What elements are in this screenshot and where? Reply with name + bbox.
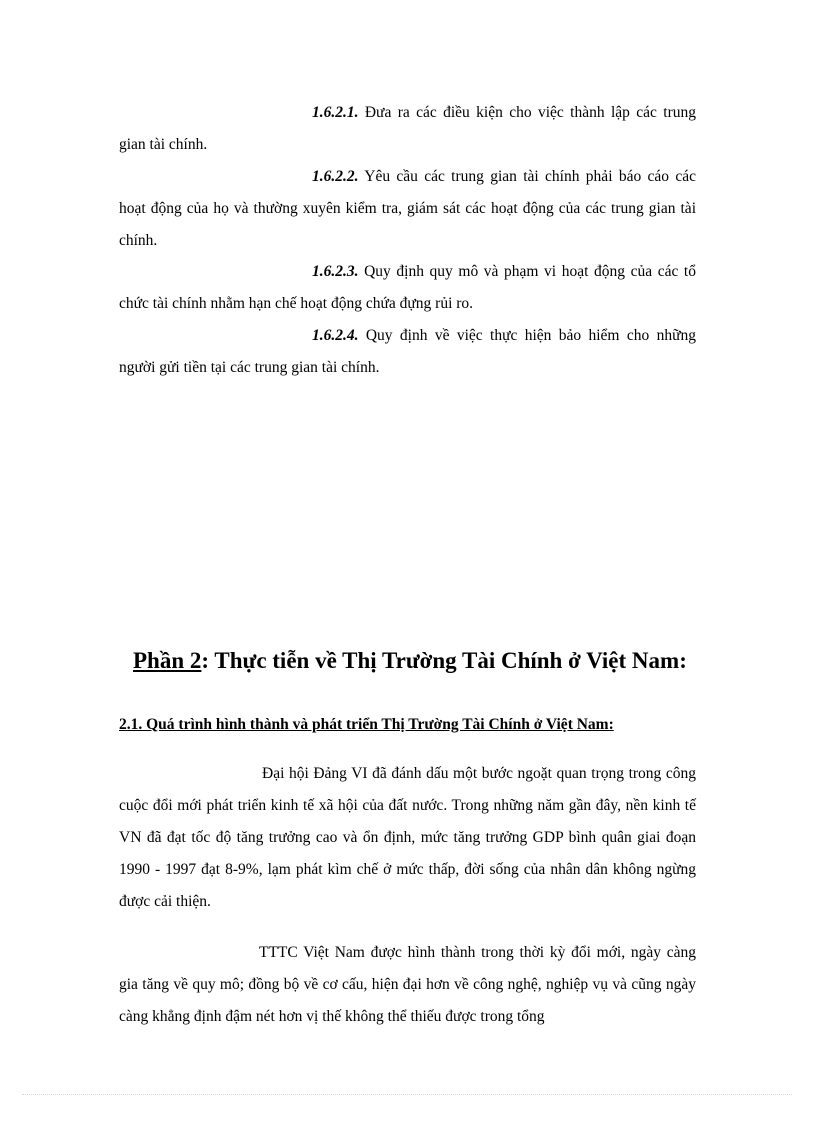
- item-text: Đưa ra các điều kiện cho việc thành lập các trung gian tài chính.: [119, 104, 696, 153]
- item-number: 1.6.2.2.: [312, 168, 359, 185]
- item-text: Quy định quy mô và phạm vi hoạt động của các tổ chức tài chính nhằm hạn chế hoạt động chứa đựng rủi ro.: [119, 263, 696, 312]
- item-1-6-2-1: [119, 97, 696, 161]
- item-number: 1.6.2.1.: [312, 104, 359, 121]
- part-2-heading: [133, 648, 687, 674]
- item-text: Quy định về việc thực hiện bảo hiểm cho những người gửi tiền tại các trung gian tài chính.: [119, 327, 696, 376]
- item-number: 1.6.2.3.: [312, 263, 359, 280]
- item-1-6-2-2: [119, 161, 696, 257]
- item-1-6-2-4: [119, 320, 696, 384]
- item-number: 1.6.2.4.: [312, 327, 359, 344]
- part-title: : Thực tiễn về Thị Trường Tài Chính ở Việt Nam:: [201, 648, 687, 673]
- page-bottom-divider: [22, 1094, 792, 1095]
- section-2-1-heading: 2.1. Quá trình hình thành và phát triển Thị Trường Tài Chính ở Việt Nam:: [119, 716, 614, 733]
- item-text: Yêu cầu các trung gian tài chính phải báo cáo các hoạt động của họ và thường xuyên kiểm tra, giám sát các hoạt động của các trung gian tài chính.: [119, 168, 696, 249]
- item-1-6-2-3: [119, 256, 696, 320]
- paragraph-2: TTTC Việt Nam được hình thành trong thời kỳ đổi mới, ngày càng gia tăng về quy mô; đồng bộ về cơ cấu, hiện đại hơn về công nghệ, nghiệp vụ và cũng ngày càng khẳng định đậm nét hơn vị thế không thể thiếu được trong tổng: [119, 944, 696, 1025]
- part-label: Phần 2: [133, 648, 202, 673]
- paragraph-1: Đại hội Đảng VI đã đánh dấu một bước ngoặt quan trọng trong công cuộc đổi mới phát triển kinh tế xã hội của đất nước. Trong những năm gần đây, nền kinh tế VN đã đạt tốc độ tăng trưởng cao và ổn định, mức tăng trưởng GDP bình quân giai đoạn 1990 - 1997 đạt 8-9%, lạm phát kìm chế ở mức thấp, đời sống của nhân dân không ngừng được cải thiện.: [119, 765, 696, 910]
